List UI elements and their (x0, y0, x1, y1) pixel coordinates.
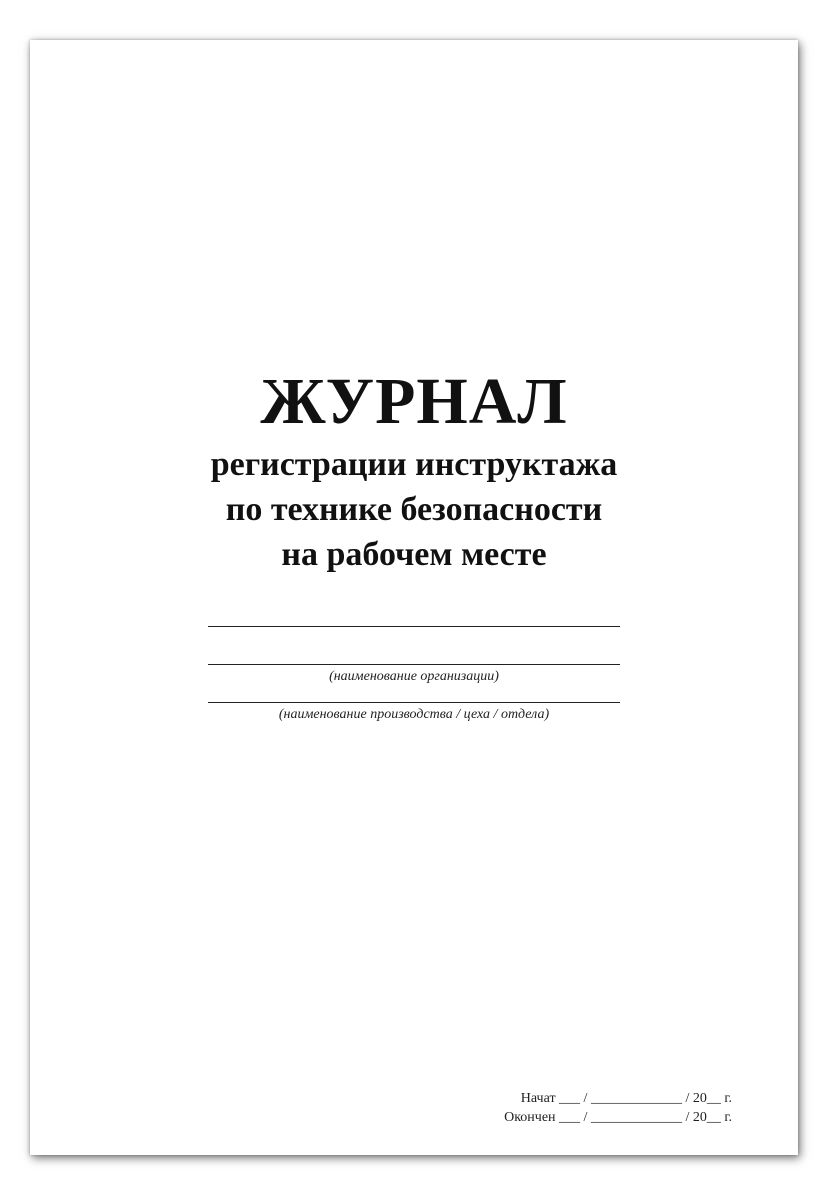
subtitle-line-3: на рабочем месте (281, 536, 547, 573)
date-finished: Окончен ___ / _____________ / 20__ г. (504, 1110, 732, 1125)
organization-blank-line (208, 664, 620, 665)
department-caption: (наименование производства / цеха / отдела) (278, 707, 550, 722)
date-started: Начат ___ / _____________ / 20__ г. (520, 1091, 732, 1106)
journal-dates (504, 1089, 732, 1127)
organization-caption: (наименование организации) (329, 669, 499, 684)
organization-blank-line-top (208, 626, 620, 627)
department-blank-line (208, 702, 620, 703)
subtitle-line-1: регистрации инструктажа (210, 446, 618, 483)
document-page (30, 40, 798, 1155)
document-subtitle (30, 442, 798, 577)
document-title: ЖУРНАЛ (260, 365, 568, 438)
subtitle-line-2: по технике безопасности (225, 491, 603, 528)
